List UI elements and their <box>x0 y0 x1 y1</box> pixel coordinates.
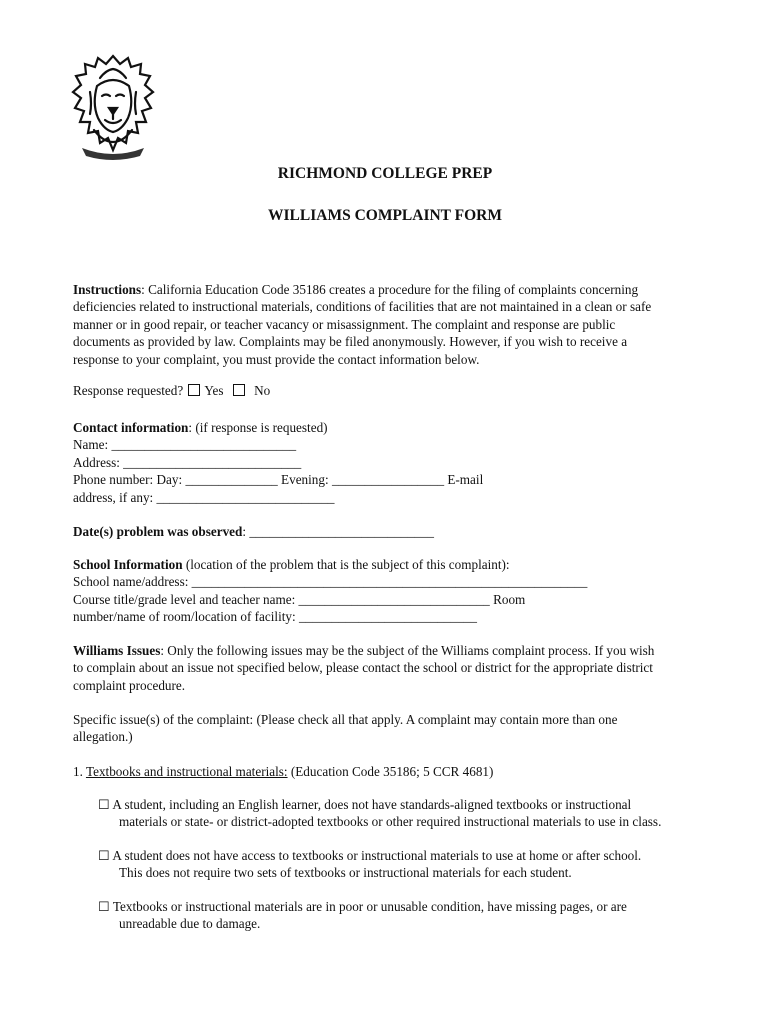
school-info-label: School Information <box>73 557 183 572</box>
dates-observed-row <box>73 523 693 540</box>
school-title: RICHMOND COLLEGE PREP <box>277 165 493 182</box>
address-field[interactable]: Address: ___________________________ <box>73 454 302 470</box>
instructions-paragraph: Instructions: California Education Code 35186 creates a procedure for the filing of complaints concerning deficiencies related to instructional materials, conditions of facilities that are not maintained in a clean or safe manner or in good repair, or teacher vacancy or misassignment. The complaint and response are public documents as provided by law. Complaints may be filed anonymously. However, if you wish to receive a response to your complaint, you must provide the contact information below. <box>73 282 652 367</box>
school-name-address-field[interactable]: School name/address: ____________________________________________________________ <box>73 574 588 590</box>
issue-item[interactable]: ☐ Textbooks or instructional materials are in poor or unusable condition, have missing pages, or are unreadable due to damage. <box>98 899 627 932</box>
lion-logo-icon <box>70 52 156 164</box>
section-1-title: Textbooks and instructional materials: <box>85 764 288 779</box>
yes-checkbox[interactable] <box>188 384 200 396</box>
instructions-label: Instructions <box>73 282 142 297</box>
dates-field[interactable]: : ____________________________ <box>242 524 434 539</box>
name-field[interactable]: Name: ____________________________ <box>73 437 297 453</box>
issue-item[interactable]: ☐ A student, including an English learner, does not have standards-aligned textbooks or instructional materials or state- or district-adopted textbooks or other required instructional materials to use in class. <box>98 797 662 830</box>
williams-issues-paragraph: Williams Issues: Only the following issues may be the subject of the Williams complaint process. If you wish to complain about an issue not specified below, please contact the school or district for the appropriate district complaint procedure. <box>73 643 655 693</box>
dates-label: Date(s) problem was observed <box>73 524 243 539</box>
no-checkbox[interactable] <box>233 384 245 396</box>
room-location-field[interactable]: number/name of room/location of facility: ___________________________ <box>73 609 477 625</box>
issue-item[interactable]: ☐ A student does not have access to textbooks or instructional materials to use at home or after school. This does not require two sets of textbooks or instructional materials for each student. <box>98 848 642 881</box>
no-label: No <box>254 383 271 398</box>
school-information-section: School Information (location of the problem that is the subject of this complaint): School name/address: ____________________________________________________________ Course title/grade level and teacher name: _____________________________ Room number/name of room/location of facility: ___________________________ <box>73 556 693 626</box>
contact-information-section: Contact information: (if response is requested) Name: ____________________________ Address: ___________________________ Phone number: Day: ______________ Evening: _________________ E-mail address, if any: ___________________________ <box>73 419 693 506</box>
course-field[interactable]: Course title/grade level and teacher name: _____________________________ Room <box>73 591 526 607</box>
phone-field[interactable]: Phone number: Day: ______________ Evening: _________________ E-mail <box>73 472 484 488</box>
form-title: WILLIAMS COMPLAINT FORM <box>268 207 502 224</box>
response-label: Response requested? <box>73 383 184 398</box>
response-requested-row <box>73 382 693 399</box>
yes-label: Yes <box>204 383 224 398</box>
williams-label: Williams Issues <box>73 643 161 658</box>
email-field[interactable]: address, if any: ___________________________ <box>73 489 335 505</box>
section-1-heading: 1. Textbooks and instructional materials: (Education Code 35186; 5 CCR 4681) <box>73 764 494 779</box>
specific-issues-paragraph: Specific issue(s) of the complaint: (Please check all that apply. A complaint may contain more than one allegation.) <box>73 712 618 745</box>
contact-label: Contact information <box>73 420 189 435</box>
